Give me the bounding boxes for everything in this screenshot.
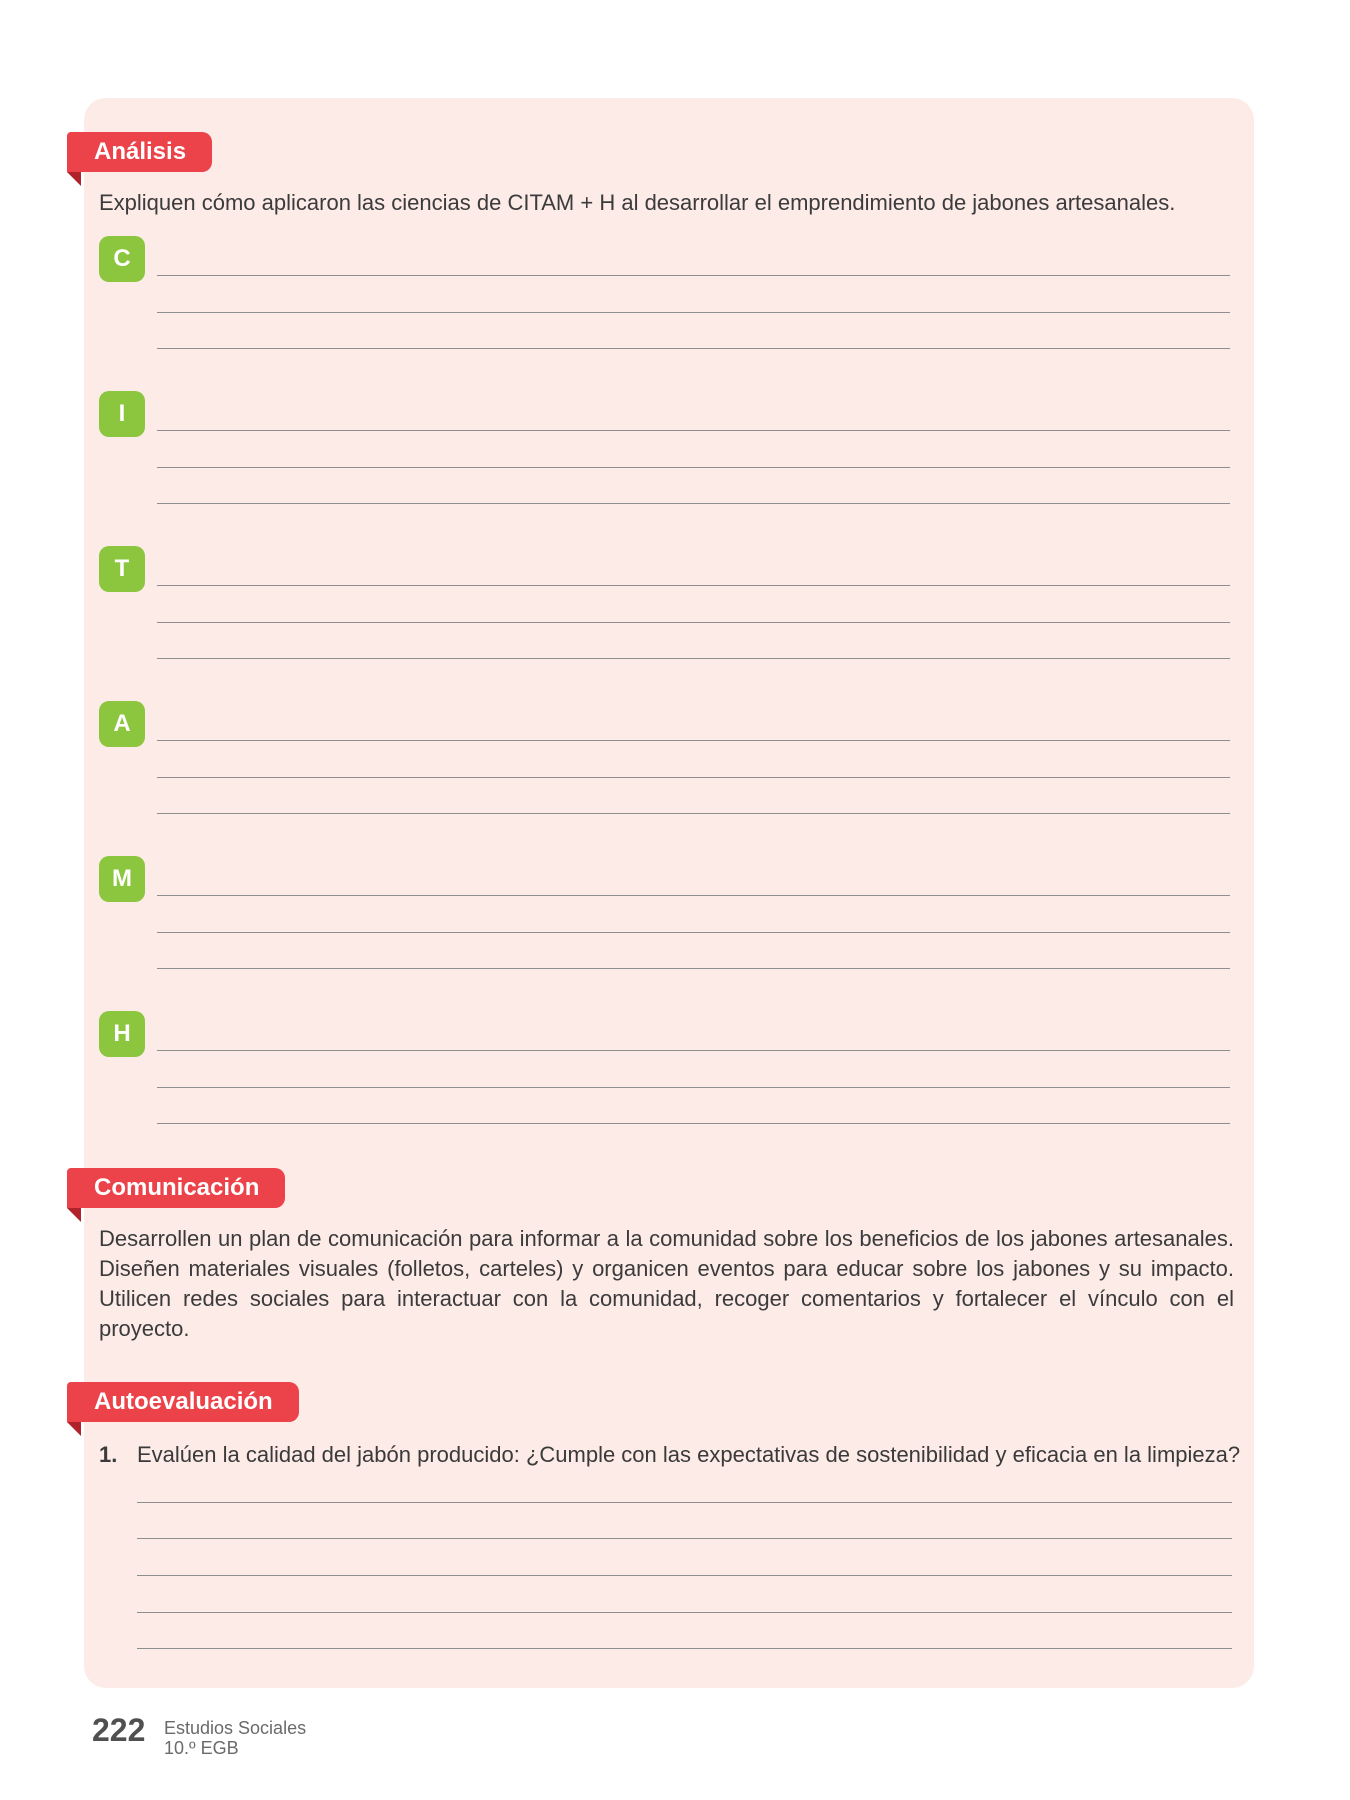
question-number: 1. — [99, 1442, 118, 1467]
page-number: 222 — [92, 1712, 146, 1748]
answer-line[interactable] — [157, 1050, 1230, 1051]
letter-badge-a: A — [99, 701, 145, 747]
answer-line[interactable] — [157, 312, 1230, 313]
answer-line[interactable] — [137, 1502, 1232, 1503]
answer-line[interactable] — [157, 895, 1230, 896]
answer-line[interactable] — [137, 1538, 1232, 1539]
answer-line[interactable] — [157, 777, 1230, 778]
answer-line[interactable] — [157, 585, 1230, 586]
answer-line[interactable] — [157, 467, 1230, 468]
answer-line[interactable] — [157, 1087, 1230, 1088]
footer-subject: Estudios Sociales — [164, 1718, 307, 1738]
analisis-instruction: Expliquen cómo aplicaron las ciencias de CITAM + H al desarrollar el emprendimiento de jabones artesanales. — [99, 190, 1176, 215]
answer-line[interactable] — [157, 1123, 1230, 1124]
letter-badge-t: T — [99, 546, 145, 592]
letter-badge-i: I — [99, 391, 145, 437]
answer-line[interactable] — [157, 503, 1230, 504]
answer-line[interactable] — [157, 622, 1230, 623]
footer-grade: 10.º EGB — [164, 1738, 239, 1758]
question-text: Evalúen la calidad del jabón producido: ¿Cumple con las expectativas de sostenibilidad y eficacia en la limpieza? — [137, 1442, 1241, 1467]
answer-line[interactable] — [157, 658, 1230, 659]
analisis-tag: Análisis — [67, 132, 212, 172]
answer-line[interactable] — [157, 740, 1230, 741]
autoevaluacion-tag: Autoevaluación — [67, 1382, 299, 1422]
answer-line[interactable] — [157, 430, 1230, 431]
answer-line[interactable] — [137, 1575, 1232, 1576]
answer-line[interactable] — [157, 275, 1230, 276]
letter-badge-h: H — [99, 1011, 145, 1057]
comunicacion-text: Desarrollen un plan de comunicación para informar a la comunidad sobre los beneficios de los jabones artesanales. Diseñen materiales visuales (folletos, carteles) y organicen eventos para educar sobre los jabones y su impacto. Utilicen redes sociales para interactuar con la comunidad, recoger comentarios y fortalecer el vínculo con el proyecto. — [99, 1226, 1234, 1341]
answer-line[interactable] — [137, 1612, 1232, 1613]
answer-line[interactable] — [157, 348, 1230, 349]
letter-badge-c: C — [99, 236, 145, 282]
answer-line[interactable] — [137, 1648, 1232, 1649]
answer-line[interactable] — [157, 968, 1230, 969]
letter-badge-m: M — [99, 856, 145, 902]
answer-line[interactable] — [157, 813, 1230, 814]
comunicacion-tag: Comunicación — [67, 1168, 285, 1208]
answer-line[interactable] — [157, 932, 1230, 933]
